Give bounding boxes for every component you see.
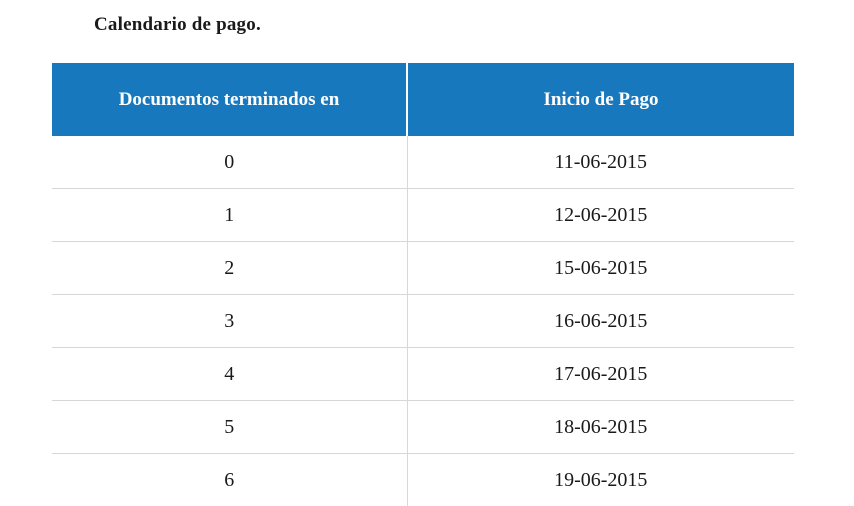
page-title: Calendario de pago.	[94, 14, 261, 36]
cell-document-digit: 3	[52, 295, 407, 348]
column-header-payment-start: Inicio de Pago	[407, 63, 794, 136]
table-row	[52, 348, 794, 401]
table-header-row	[52, 63, 794, 136]
cell-document-digit: 6	[52, 454, 407, 506]
cell-document-digit: 5	[52, 401, 407, 454]
cell-payment-date: 17-06-2015	[407, 348, 794, 401]
cell-payment-date: 11-06-2015	[407, 136, 794, 189]
cell-payment-date: 18-06-2015	[407, 401, 794, 454]
table-header	[52, 63, 794, 136]
cell-document-digit: 2	[52, 242, 407, 295]
cell-payment-date: 19-06-2015	[407, 454, 794, 506]
cell-document-digit: 1	[52, 189, 407, 242]
column-header-documents: Documentos terminados en	[52, 63, 407, 136]
table-row	[52, 401, 794, 454]
table-row	[52, 295, 794, 348]
table-row	[52, 189, 794, 242]
table-row	[52, 454, 794, 506]
table-body	[52, 136, 794, 506]
cell-document-digit: 4	[52, 348, 407, 401]
table-row	[52, 242, 794, 295]
table-row	[52, 136, 794, 189]
cell-payment-date: 16-06-2015	[407, 295, 794, 348]
cell-payment-date: 15-06-2015	[407, 242, 794, 295]
payment-calendar-table-container	[52, 63, 794, 506]
payment-calendar-table	[52, 63, 794, 506]
cell-document-digit: 0	[52, 136, 407, 189]
cell-payment-date: 12-06-2015	[407, 189, 794, 242]
